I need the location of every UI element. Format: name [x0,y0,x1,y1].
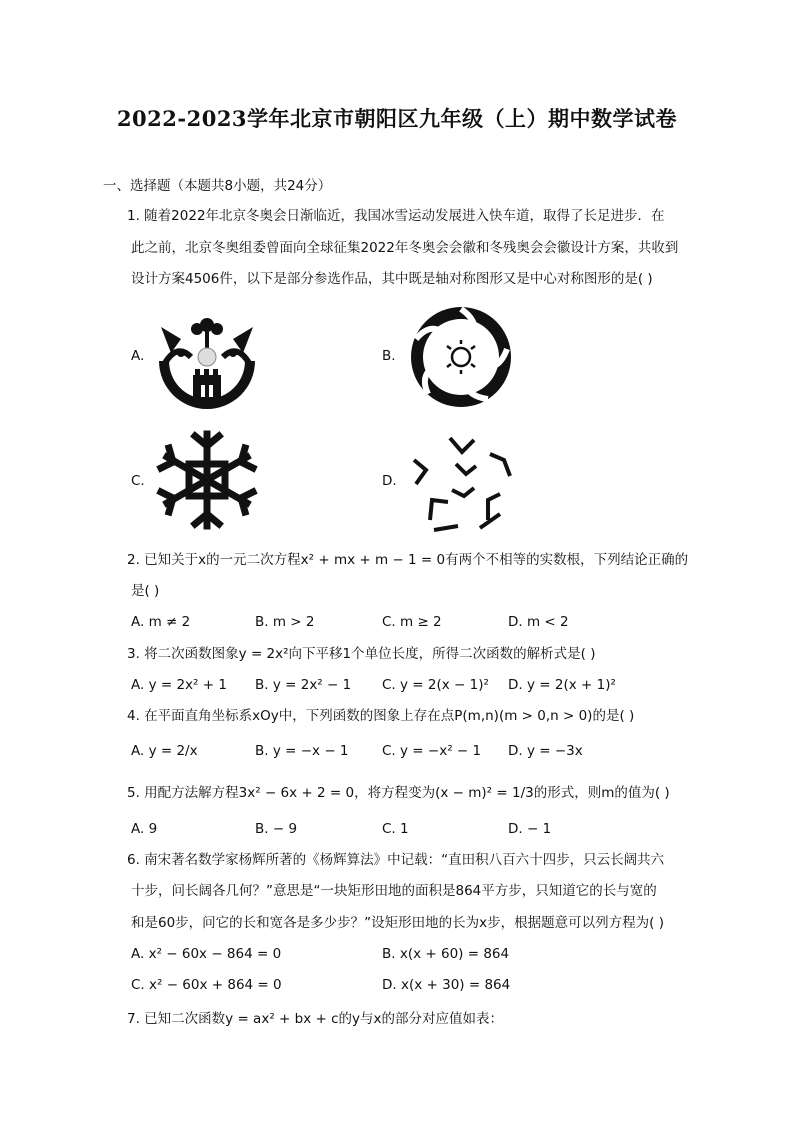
q1-option-b-label[interactable]: B. [382,348,396,364]
q5-option-d[interactable]: D. − 1 [508,821,552,837]
q5-option-a[interactable]: A. 9 [131,821,158,837]
emblem-b-figure [408,304,514,410]
q2-option-a[interactable]: A. m ≠ 2 [131,614,191,630]
q5-option-b[interactable]: B. − 9 [255,821,298,837]
q6-option-d[interactable]: D. x(x + 30) = 864 [382,977,511,993]
q3-option-d[interactable]: D. y = 2(x + 1)² [508,677,616,693]
q2-line1: 2. 已知关于x的一元二次方程x² + mx + m − 1 = 0有两个不相等的实数根，下列结论正确的 [127,552,689,568]
q5-line1: 5. 用配方法解方程3x² − 6x + 2 = 0，将方程变为(x − m)² = 1/3的形式，则m的值为( ) [127,785,670,801]
q3-option-c[interactable]: C. y = 2(x − 1)² [382,677,489,693]
q6-line2: 十步，问长阔各几何？”意思是“一块矩形田地的面积是864平方步，只知道它的长与宽的 [131,883,657,899]
q1-option-a-label[interactable]: A. [131,348,145,364]
q6-option-c[interactable]: C. x² − 60x + 864 = 0 [131,977,282,993]
emblem-a-figure [151,313,263,413]
q1-line1: 1. 随着2022年北京冬奥会日渐临近，我国冰雪运动发展进入快车道，取得了长足进步．在 [127,208,665,224]
q4-option-b[interactable]: B. y = −x − 1 [255,743,349,759]
q4-option-d[interactable]: D. y = −3x [508,743,583,759]
q1-option-d-label[interactable]: D. [382,473,397,489]
q4-option-c[interactable]: C. y = −x² − 1 [382,743,482,759]
emblem-c-figure [151,428,263,532]
q6-option-a[interactable]: A. x² − 60x − 864 = 0 [131,946,282,962]
q2-option-b[interactable]: B. m > 2 [255,614,315,630]
q7-line1: 7. 已知二次函数y = ax² + bx + c的y与x的部分对应值如表： [127,1011,503,1027]
q6-line3: 和是60步，问它的长和宽各是多少步？”设矩形田地的长为x步，根据题意可以列方程为( ) [131,915,664,931]
section-heading: 一、选择题（本题共8小题，共24分） [103,178,332,194]
q1-line3: 设计方案4506件，以下是部分参选作品，其中既是轴对称图形又是中心对称图形的是( ) [131,271,653,287]
q4-option-a[interactable]: A. y = 2/x [131,743,198,759]
q6-option-b[interactable]: B. x(x + 60) = 864 [382,946,510,962]
q2-option-d[interactable]: D. m < 2 [508,614,569,630]
q4-line1: 4. 在平面直角坐标系xOy中，下列函数的图象上存在点P(m,n)(m > 0,n > 0)的是( ) [127,708,635,724]
q2-option-c[interactable]: C. m ≥ 2 [382,614,442,630]
q3-line1: 3. 将二次函数图象y = 2x²向下平移1个单位长度，所得二次函数的解析式是( ) [127,646,596,662]
q1-option-c-label[interactable]: C. [131,473,145,489]
q6-line1: 6. 南宋著名数学家杨辉所著的《杨辉算法》中记载：“直田积八百六十四步，只云长阔共六 [127,852,665,868]
page-title: 2022-2023学年北京市朝阳区九年级（上）期中数学试卷 [116,106,678,131]
q1-line2: 此之前，北京冬奥组委曾面向全球征集2022年冬奥会会徽和冬残奥会会徽设计方案，共收到 [131,240,679,256]
q3-option-a[interactable]: A. y = 2x² + 1 [131,677,227,693]
emblem-d-figure [404,430,522,534]
q5-option-c[interactable]: C. 1 [382,821,409,837]
q3-option-b[interactable]: B. y = 2x² − 1 [255,677,352,693]
q2-line2: 是( ) [131,583,160,599]
